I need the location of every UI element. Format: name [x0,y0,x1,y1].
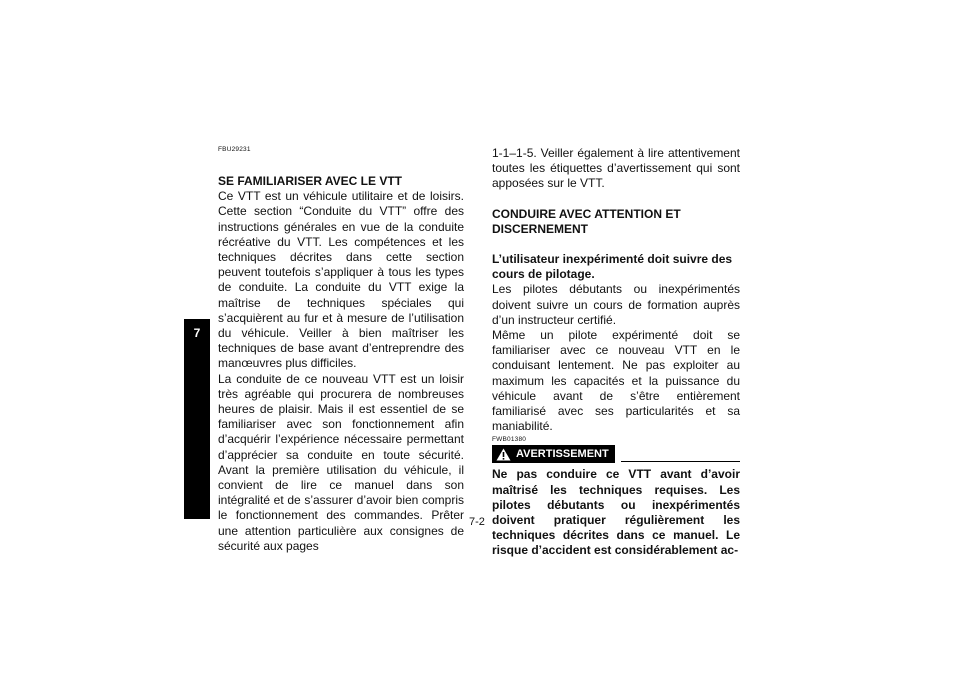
left-column [218,146,464,554]
warning-triangle-icon [496,448,511,461]
right-column [492,146,740,559]
warning-label-box [492,445,615,463]
warning-rule [621,461,740,462]
training-paragraph: Les pilotes débutants ou inexpérimentés doivent suivre un cours de formation auprès d’un instructeur certifié. [492,282,740,327]
warning-label: AVERTISSEMENT [516,447,609,460]
chapter-tab: 7 [184,319,210,519]
experienced-paragraph: Même un pilote expérimenté doit se familiariser avec ce nouveau VTT en le conduisant lentement. Ne pas exploiter au maximum les capacités et la puissance du véhicule avant de s’être entièrement familiarisé avec ses particularités et sa maniabilité. [492,328,740,434]
continuation-paragraph: 1-1–1-5. Veiller également à lire attentivement toutes les étiquettes d’avertissement qui sont apposées sur le VTT. [492,146,740,191]
section-heading: SE FAMILIARISER AVEC LE VTT [218,174,403,188]
warning-text: Ne pas conduire ce VTT avant d’avoir maîtrisé les techniques requises. Les pilotes débutants ou inexpérimentés doivent pratiquer régulièrement les techniques décrites dans ce manuel. Le risque d’accident est considérablement ac- [492,467,740,558]
section-heading-careful-driving: CONDUIRE AVEC ATTENTION ET DISCERNEMENT [492,206,681,236]
section-code: FBU29231 [218,146,251,153]
warning-header [492,445,740,463]
warning-code: FWB01380 [492,436,527,444]
familiarize-paragraph: La conduite de ce nouveau VTT est un loisir très agréable qui procurera de nombreuses heures de plaisir. Mais il est essentiel de se familiariser avec son fonctionnement afin d’acquérir l’expérience nécessaire permettant d’apprécier sa conduite en toute sécurité. Avant la première utilisation du véhicule, il convient de lire ce manuel dans son intégralité et de s’assurer d’avoir bien compris le fonctionnement des commandes. Prêter une attention particulière aux consignes de sécurité aux pages [218,371,464,553]
intro-paragraph: Ce VTT est un véhicule utilitaire et de loisirs. Cette section “Conduite du VTT” offre des instructions générales en vue de la conduite récréative du VTT. Les compétences et les techniques décrites dans cette section peuvent toutefois s’appliquer à tous les types de conduite. La conduite du VTT exige la maîtrise de techniques spéciales qui s’acquièrent au fur et à mesure de l’utilisation du véhicule. Veiller à bien maîtriser les techniques de base avant d’entreprendre des manœuvres plus difficiles. [218,189,464,371]
subheading-inexperienced: L’utilisateur inexpérimenté doit suivre des cours de pilotage. [492,252,733,282]
page-number: 7-2 [469,516,485,528]
